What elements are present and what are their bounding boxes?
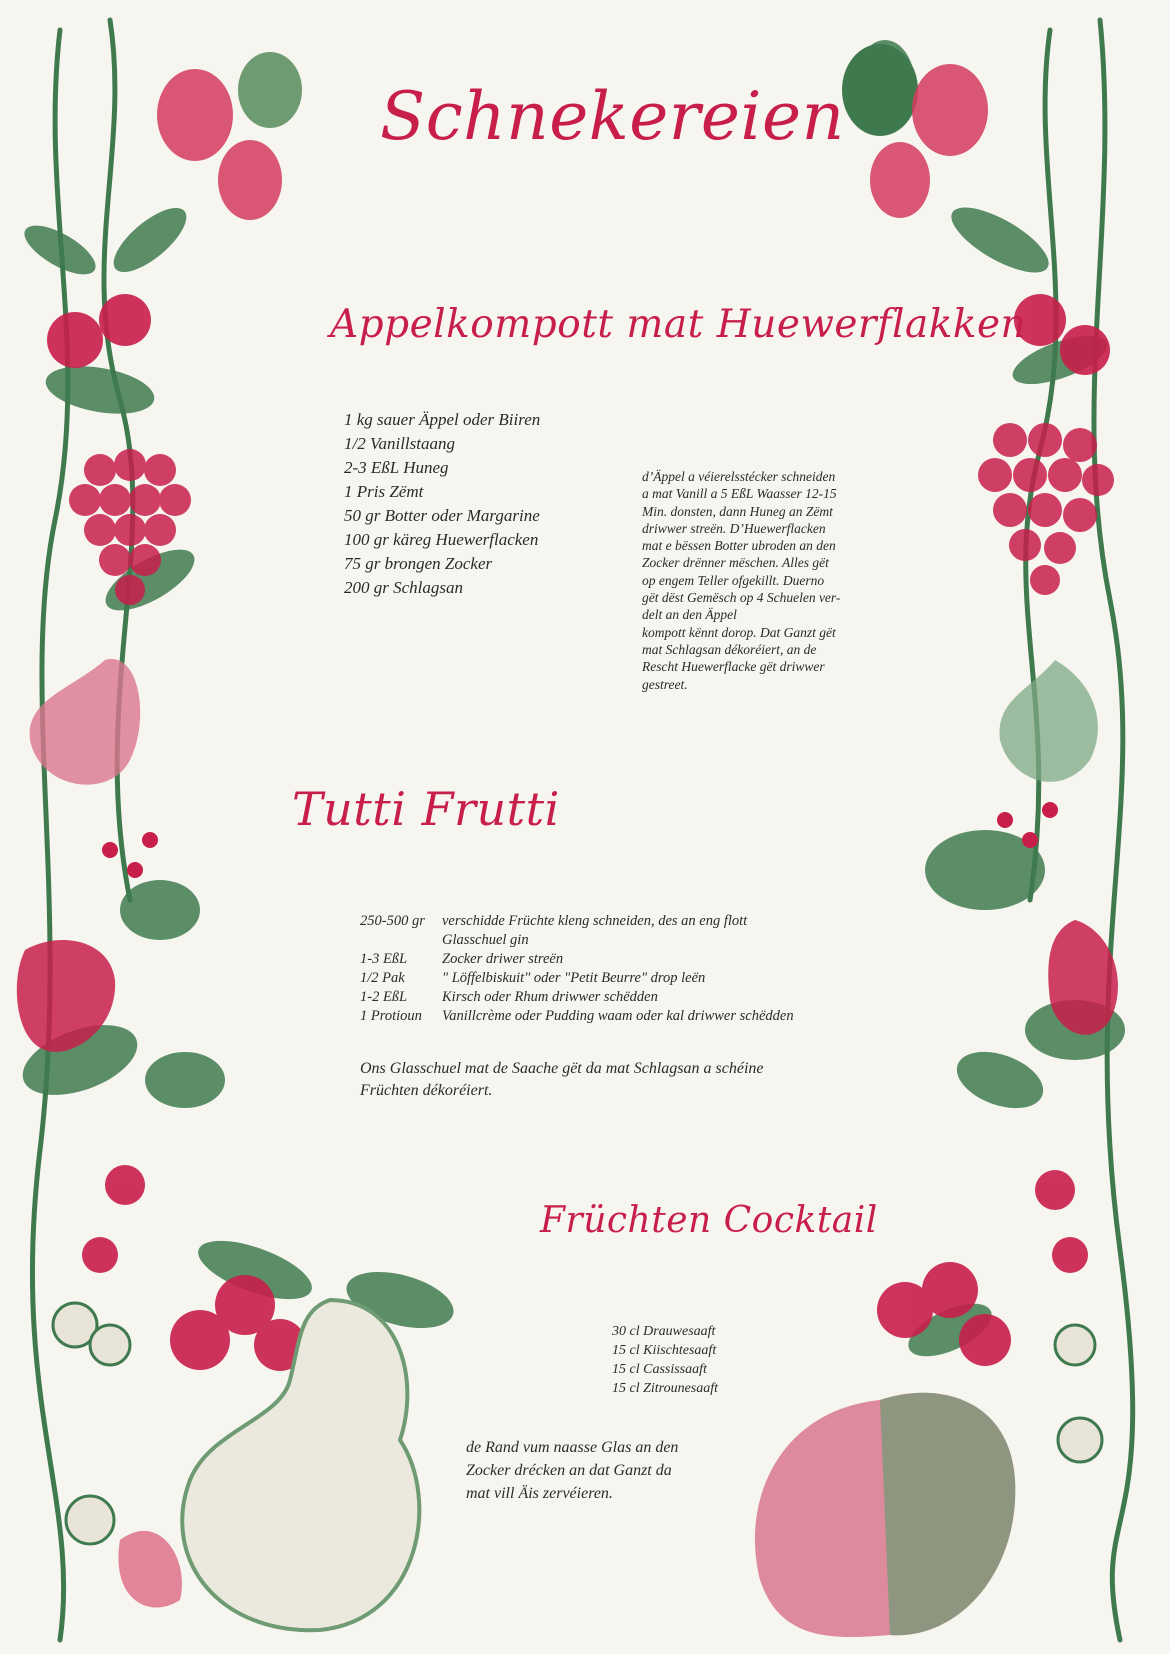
ingredient-item: 15 cl Cassissaaft [612,1362,707,1377]
recipe-heading-fruchten-cocktail: Früchten Cocktail [540,1200,878,1241]
instruction-line: op engem Teller ofgekillt. Duerno [642,572,825,588]
note-line: Ons Glasschuel mat de Saache gët da mat Schlagsan a schéine [360,1060,764,1077]
ingredient-item: 100 gr käreg Huewerflacken [344,530,539,549]
ingredient-item: 1/2 Vanillstaang [344,434,455,453]
ingredient-text: Vanillcrème oder Pudding waam oder kal driwwer schëdden [442,1008,794,1024]
ingredient-quantity: 1/2 Pak [360,970,405,986]
recipe-heading-appelkompott: Appelkompott mat Huewerflakken [330,302,1027,347]
instruction-line: delt an den Äppel [642,607,737,623]
raspberry-icon [105,1165,145,1205]
grapes-right-icon [978,423,1114,595]
instruction-line: Zocker drënner mëschen. Alles gët [642,555,829,571]
gooseberry-icon [90,1325,130,1365]
instruction-line: kompott kënnt dorop. Dat Ganzt gët [642,624,836,640]
ingredient-item: 15 cl Kiischtesaaft [612,1343,717,1358]
ingredient-item: 1 Pris Zëmt [344,482,424,501]
ingredient-item: 30 cl Drauwesaaft [612,1324,716,1339]
ingredient-quantity: 1 Protioun [360,1008,422,1024]
instruction-line: gët dëst Gemësch op 4 Schuelen ver- [642,590,841,606]
leaf-icon [949,1041,1051,1119]
plum-icon [157,69,233,161]
leaf-icon [118,1531,182,1608]
plum-icon [218,140,282,220]
leaf-icon [145,1052,225,1108]
ingredient-text: Glasschuel gin [442,932,529,948]
ingredient-row [360,931,830,950]
note-tutti-frutti [360,1058,763,1102]
leaf-icon [42,359,158,421]
gooseberry-icon [1058,1418,1102,1462]
page-title: Schnekereien [380,78,845,155]
ingredient-text: " Löffelbiskuit" oder "Petit Beurre" drop leën [442,970,706,986]
ingredient-quantity: 1-3 EßL [360,951,408,967]
cherry-icon [1060,325,1110,375]
pear-icon [1000,660,1098,782]
leaf-icon [104,197,196,282]
instruction-line: Rescht Huewerflacke gët driwwer [642,659,825,675]
instruction-line: mat vill Äis zervéieren. [466,1485,613,1502]
instructions-cocktail [466,1436,678,1505]
raspberry-icon [82,1237,118,1273]
instruction-line: driwwer streën. D’Huewerflacken [642,520,826,536]
pear-icon [30,659,141,785]
plum-icon [870,142,930,218]
ingredient-row [360,950,830,969]
ingredient-item: 2-3 EßL Huneg [344,458,449,477]
gooseberry-icon [66,1496,114,1544]
ingredient-list-cocktail [612,1322,718,1398]
cherry-icon [47,312,103,368]
recipe-heading-tutti-frutti: Tutti Frutti [292,782,560,836]
ingredient-item: 50 gr Botter oder Margarine [344,506,540,525]
ingredient-text: verschidde Früchte kleng schneiden, des an eng flott [442,913,748,929]
instruction-line: de Rand vum naasse Glas an den [466,1439,679,1456]
ingredient-quantity [360,931,442,950]
gooseberry-icon [1055,1325,1095,1365]
instruction-line: Zocker drécken an dat Ganzt da [466,1462,672,1479]
plum-icon [912,64,988,156]
note-line: Früchten dékoréiert. [360,1082,493,1099]
strawberry-icon [1048,920,1118,1035]
ingredient-text: Zocker driwer streën [442,951,564,967]
instruction-line: a mat Vanill a 5 EßL Waasser 12-15 [642,486,837,502]
raspberry-icon [1035,1170,1075,1210]
cherry-icon [922,1262,978,1318]
raspberry-icon [1052,1237,1088,1273]
cherry-icon [959,1314,1011,1366]
ingredient-text: Kirsch oder Rhum driwwer schëdden [442,989,658,1005]
ingredient-row [360,969,830,988]
ingredient-item: 1 kg sauer Äppel oder Biiren [344,410,541,429]
ingredient-row [360,988,830,1007]
ingredient-quantity: 250-500 gr [360,913,425,929]
plum-icon [238,52,302,128]
ingredient-item: 75 gr brongen Zocker [344,554,493,573]
instruction-line: d’Äppel a véierelsstécker schneiden [642,469,836,484]
instruction-line: mat e bëssen Botter ubroden an den [642,538,836,554]
ingredient-list-appelkompott [344,408,540,600]
ingredient-quantity: 1-2 EßL [360,989,408,1005]
cherry-icon [99,294,151,346]
instruction-line: gestreet. [642,676,688,692]
ingredient-item: 15 cl Zitrounesaaft [612,1381,719,1396]
ingredient-row [360,912,830,931]
ingredient-row [360,1007,830,1026]
leaf-icon [120,880,200,940]
instructions-appelkompott [642,468,887,693]
instruction-line: Min. donsten, dann Huneg an Zëmt [642,503,833,519]
ingredient-table-tutti-frutti [360,912,830,1026]
leaf-icon [942,195,1057,285]
ingredient-item: 200 gr Schlagsan [344,578,463,597]
plum-icon [842,44,918,136]
instruction-line: mat Schlagsan dékoréiert, an de [642,641,817,657]
